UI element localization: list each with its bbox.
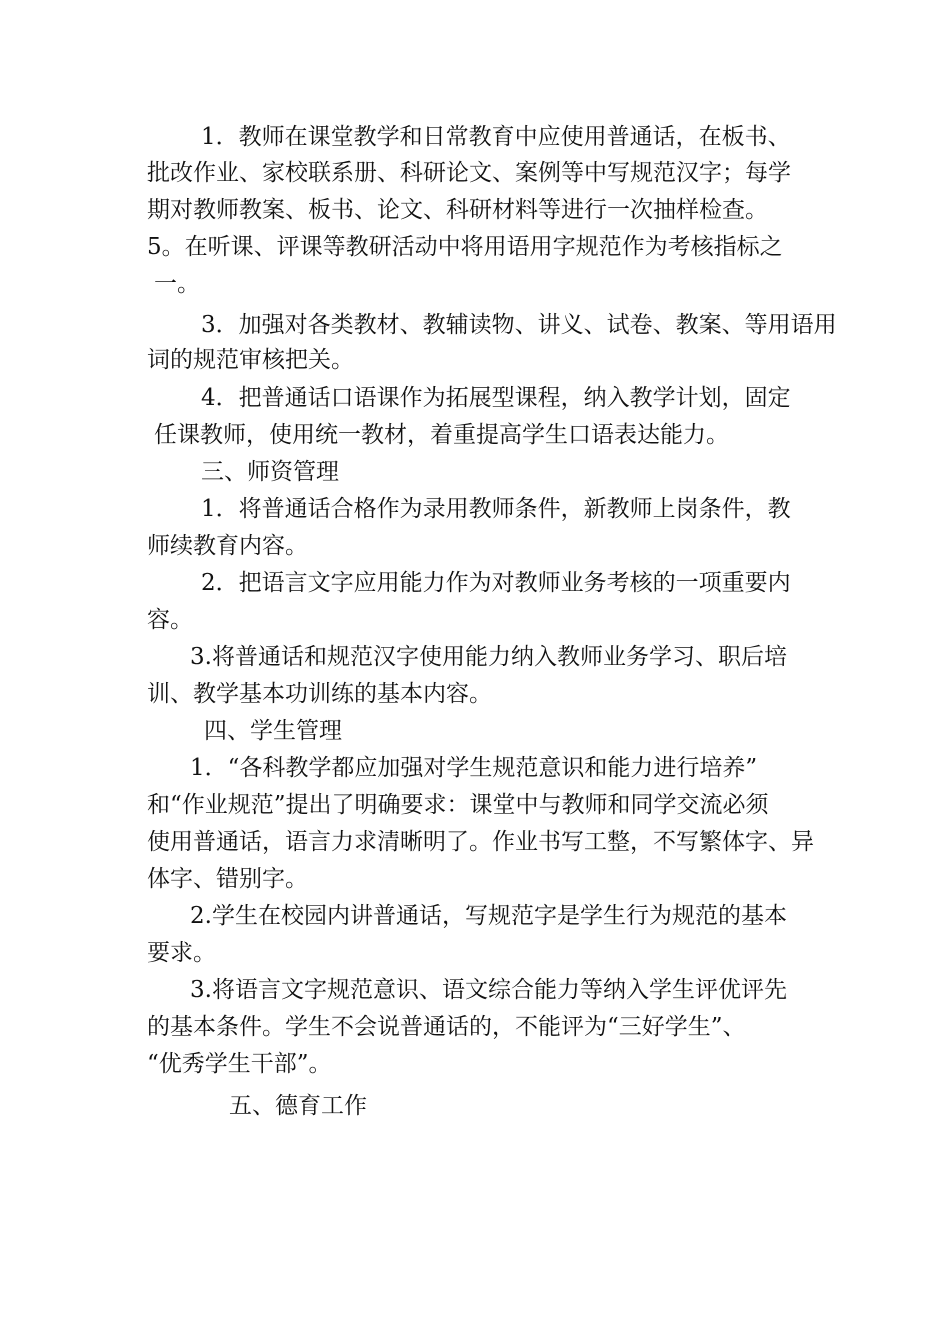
paragraph-line: 使用普通话，语言力求清晰明了。作业书写工整，不写繁体字、异 bbox=[147, 829, 814, 855]
paragraph-line: 批改作业、家校联系册、科研论文、案例等中写规范汉字；每学 bbox=[147, 160, 791, 186]
paragraph-line: 1．将普通话合格作为录用教师条件，新教师上岗条件，教 bbox=[201, 496, 791, 522]
paragraph-line: 3.将语言文字规范意识、语文综合能力等纳入学生评优评先 bbox=[190, 977, 787, 1003]
paragraph-line: 3．加强对各类教材、教辅读物、讲义、试卷、教案、等用语用 bbox=[201, 312, 837, 338]
paragraph-line: 词的规范审核把关。 bbox=[147, 347, 354, 373]
paragraph-line: 的基本条件。学生不会说普通话的，不能评为“三好学生”、 bbox=[147, 1014, 746, 1040]
paragraph-line: 1．“各科教学都应加强对学生规范意识和能力进行培养” bbox=[190, 755, 758, 781]
paragraph-line: 5。在听课、评课等教研活动中将用语用字规范作为考核指标之 bbox=[147, 234, 783, 260]
section-heading: 三、师资管理 bbox=[201, 459, 339, 485]
paragraph-line: 4．把普通话口语课作为拓展型课程，纳入教学计划，固定 bbox=[201, 385, 791, 411]
paragraph-line: 训、教学基本功训练的基本内容。 bbox=[147, 681, 492, 707]
paragraph-line: 一。 bbox=[154, 271, 200, 297]
paragraph-line: 和“作业规范”提出了明确要求：课堂中与教师和同学交流必须 bbox=[147, 792, 769, 818]
paragraph-line: 2．把语言文字应用能力作为对教师业务考核的一项重要内 bbox=[201, 570, 791, 596]
paragraph-line: 期对教师教案、板书、论文、科研材料等进行一次抽样检查。 bbox=[147, 197, 768, 223]
paragraph-line: 要求。 bbox=[147, 940, 216, 966]
paragraph-line: “优秀学生干部”。 bbox=[147, 1051, 332, 1077]
paragraph-line: 师续教育内容。 bbox=[147, 533, 308, 559]
paragraph-line: 3.将普通话和规范汉字使用能力纳入教师业务学习、职后培 bbox=[190, 644, 787, 670]
section-heading: 五、德育工作 bbox=[229, 1093, 367, 1119]
paragraph-line: 容。 bbox=[147, 607, 193, 633]
paragraph-line: 任课教师，使用统一教材，着重提高学生口语表达能力。 bbox=[154, 422, 729, 448]
paragraph-line: 2.学生在校园内讲普通话，写规范字是学生行为规范的基本 bbox=[190, 903, 787, 929]
paragraph-line: 体字、错别字。 bbox=[147, 866, 308, 892]
paragraph-line: 1．教师在课堂教学和日常教育中应使用普通话，在板书、 bbox=[201, 124, 791, 150]
section-heading: 四、学生管理 bbox=[204, 718, 342, 744]
